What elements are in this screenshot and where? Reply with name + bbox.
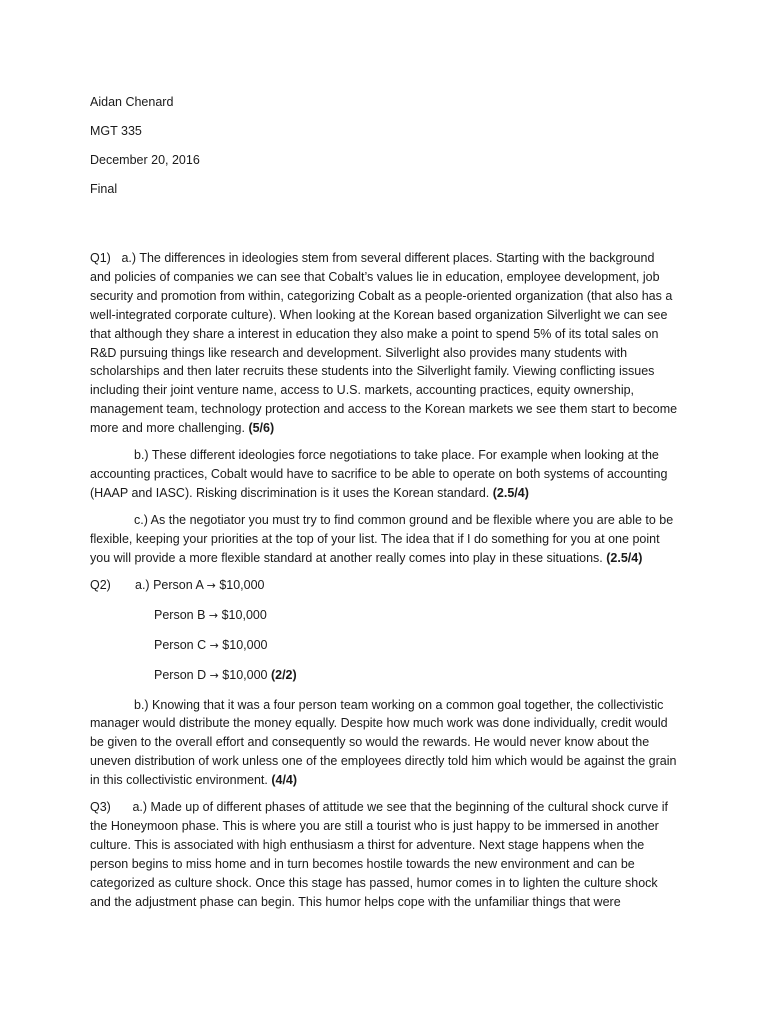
q1-a-score: (5/6) — [248, 421, 275, 436]
person-name: Person D — [154, 667, 207, 682]
q1-part-b — [90, 446, 678, 503]
q2-part-b — [90, 696, 678, 791]
person-amount: $10,000 — [222, 667, 268, 682]
q1-part-a — [90, 249, 678, 438]
q3-part-a — [90, 798, 678, 911]
q2-label: Q2) — [90, 577, 111, 592]
q1-c-score: (2.5/4) — [606, 550, 643, 565]
course-code: MGT 335 — [90, 124, 142, 138]
q2-part-a-line-2 — [90, 606, 678, 625]
q2-b-text: b.) Knowing that it was a four person team working on a common goal together, the collectivistic manager would distribute the money equally. Despite how much work was done individually, credit would be given to the overall effort and consequently so would the rewards. He would never know about the uneven distribution of work unless one of the employees directly told him which would be against the grain in this collectivistic environment. — [90, 697, 677, 788]
person-name: Person A — [153, 577, 204, 592]
document-body — [90, 93, 678, 919]
q3-a-text: a.) Made up of different phases of attitude we see that the beginning of the cultural shock curve if the Honeymoon phase. This is where you are still a tourist who is just happy to be immersed in another culture. This is associated with high enthusiasm a thirst for adventure. Next stage happens when the person begins to miss home and in turn becomes hostile towards the new environment and can be categorized as culture shock. Once this stage has passed, humor comes in to lighten the culture shock and the adjustment phase can begin. This humor helps cope with the unfamiliar things that were — [90, 800, 669, 909]
arrow-right-icon: → — [206, 578, 216, 592]
q1-label: Q1) — [90, 251, 111, 265]
spacer — [90, 209, 678, 249]
q1-a-text: a.) The differences in ideologies stem from several different places. Starting with the background and policies of companies we can see that Cobalt’s values lie in education, employee development, job security and promotion from within, categorizing Cobalt as a people-oriented organization (that also has a well-integrated corporate culture). When looking at the Korean based organization Silverlight we can see that although they share a interest in education they also make a point to spend 5% of its total sales on R&D pursuing things like research and development. Silverlight also provides many students with scholarships and then later recruits these students into the Silverlight family. Viewing conflicting issues including their joint venture name, access to U.S. markets, accounting practices, equity ownership, management team, technology protection and access to the Korean markets we see them start to become more and more challenging. — [90, 251, 678, 436]
q2-part-a-line-3 — [90, 636, 678, 655]
person-amount: $10,000 — [221, 607, 267, 622]
q2-part-a-line-1 — [90, 576, 678, 595]
q3-label: Q3) — [90, 800, 111, 815]
q2-b-score: (4/4) — [271, 773, 298, 788]
arrow-right-icon: → — [209, 638, 219, 652]
q2-a-prefix: a.) — [135, 577, 150, 592]
q1-b-text: b.) These different ideologies force negotiations to take place. For example when looking at the accounting practices, Cobalt would have to sacrifice to be able to operate on both systems of accounting (HAAP and IASC). Risking discrimination is it uses the Korean standard. — [90, 448, 668, 500]
q1-c-text: c.) As the negotiator you must try to find common ground and be flexible where you are able to be flexible, keeping your priorities at the top of your list. The idea that if I do something for you at one point you will provide a more flexible standard at another really comes into play in these situations. — [90, 512, 674, 565]
person-name: Person B — [154, 607, 206, 622]
arrow-right-icon: → — [209, 668, 219, 682]
arrow-right-icon: → — [208, 608, 219, 622]
person-amount: $10,000 — [222, 637, 268, 652]
q1-b-score: (2.5/4) — [492, 485, 529, 500]
q1-part-c — [90, 511, 678, 568]
q2-part-a-line-4 — [90, 666, 678, 685]
person-name: Person C — [154, 637, 207, 652]
q2-a-score: (2/2) — [270, 667, 297, 682]
author-name: Aidan Chenard — [90, 95, 174, 109]
document-title: Final — [90, 182, 118, 196]
person-amount: $10,000 — [219, 577, 265, 592]
document-date: December 20, 2016 — [90, 153, 200, 167]
